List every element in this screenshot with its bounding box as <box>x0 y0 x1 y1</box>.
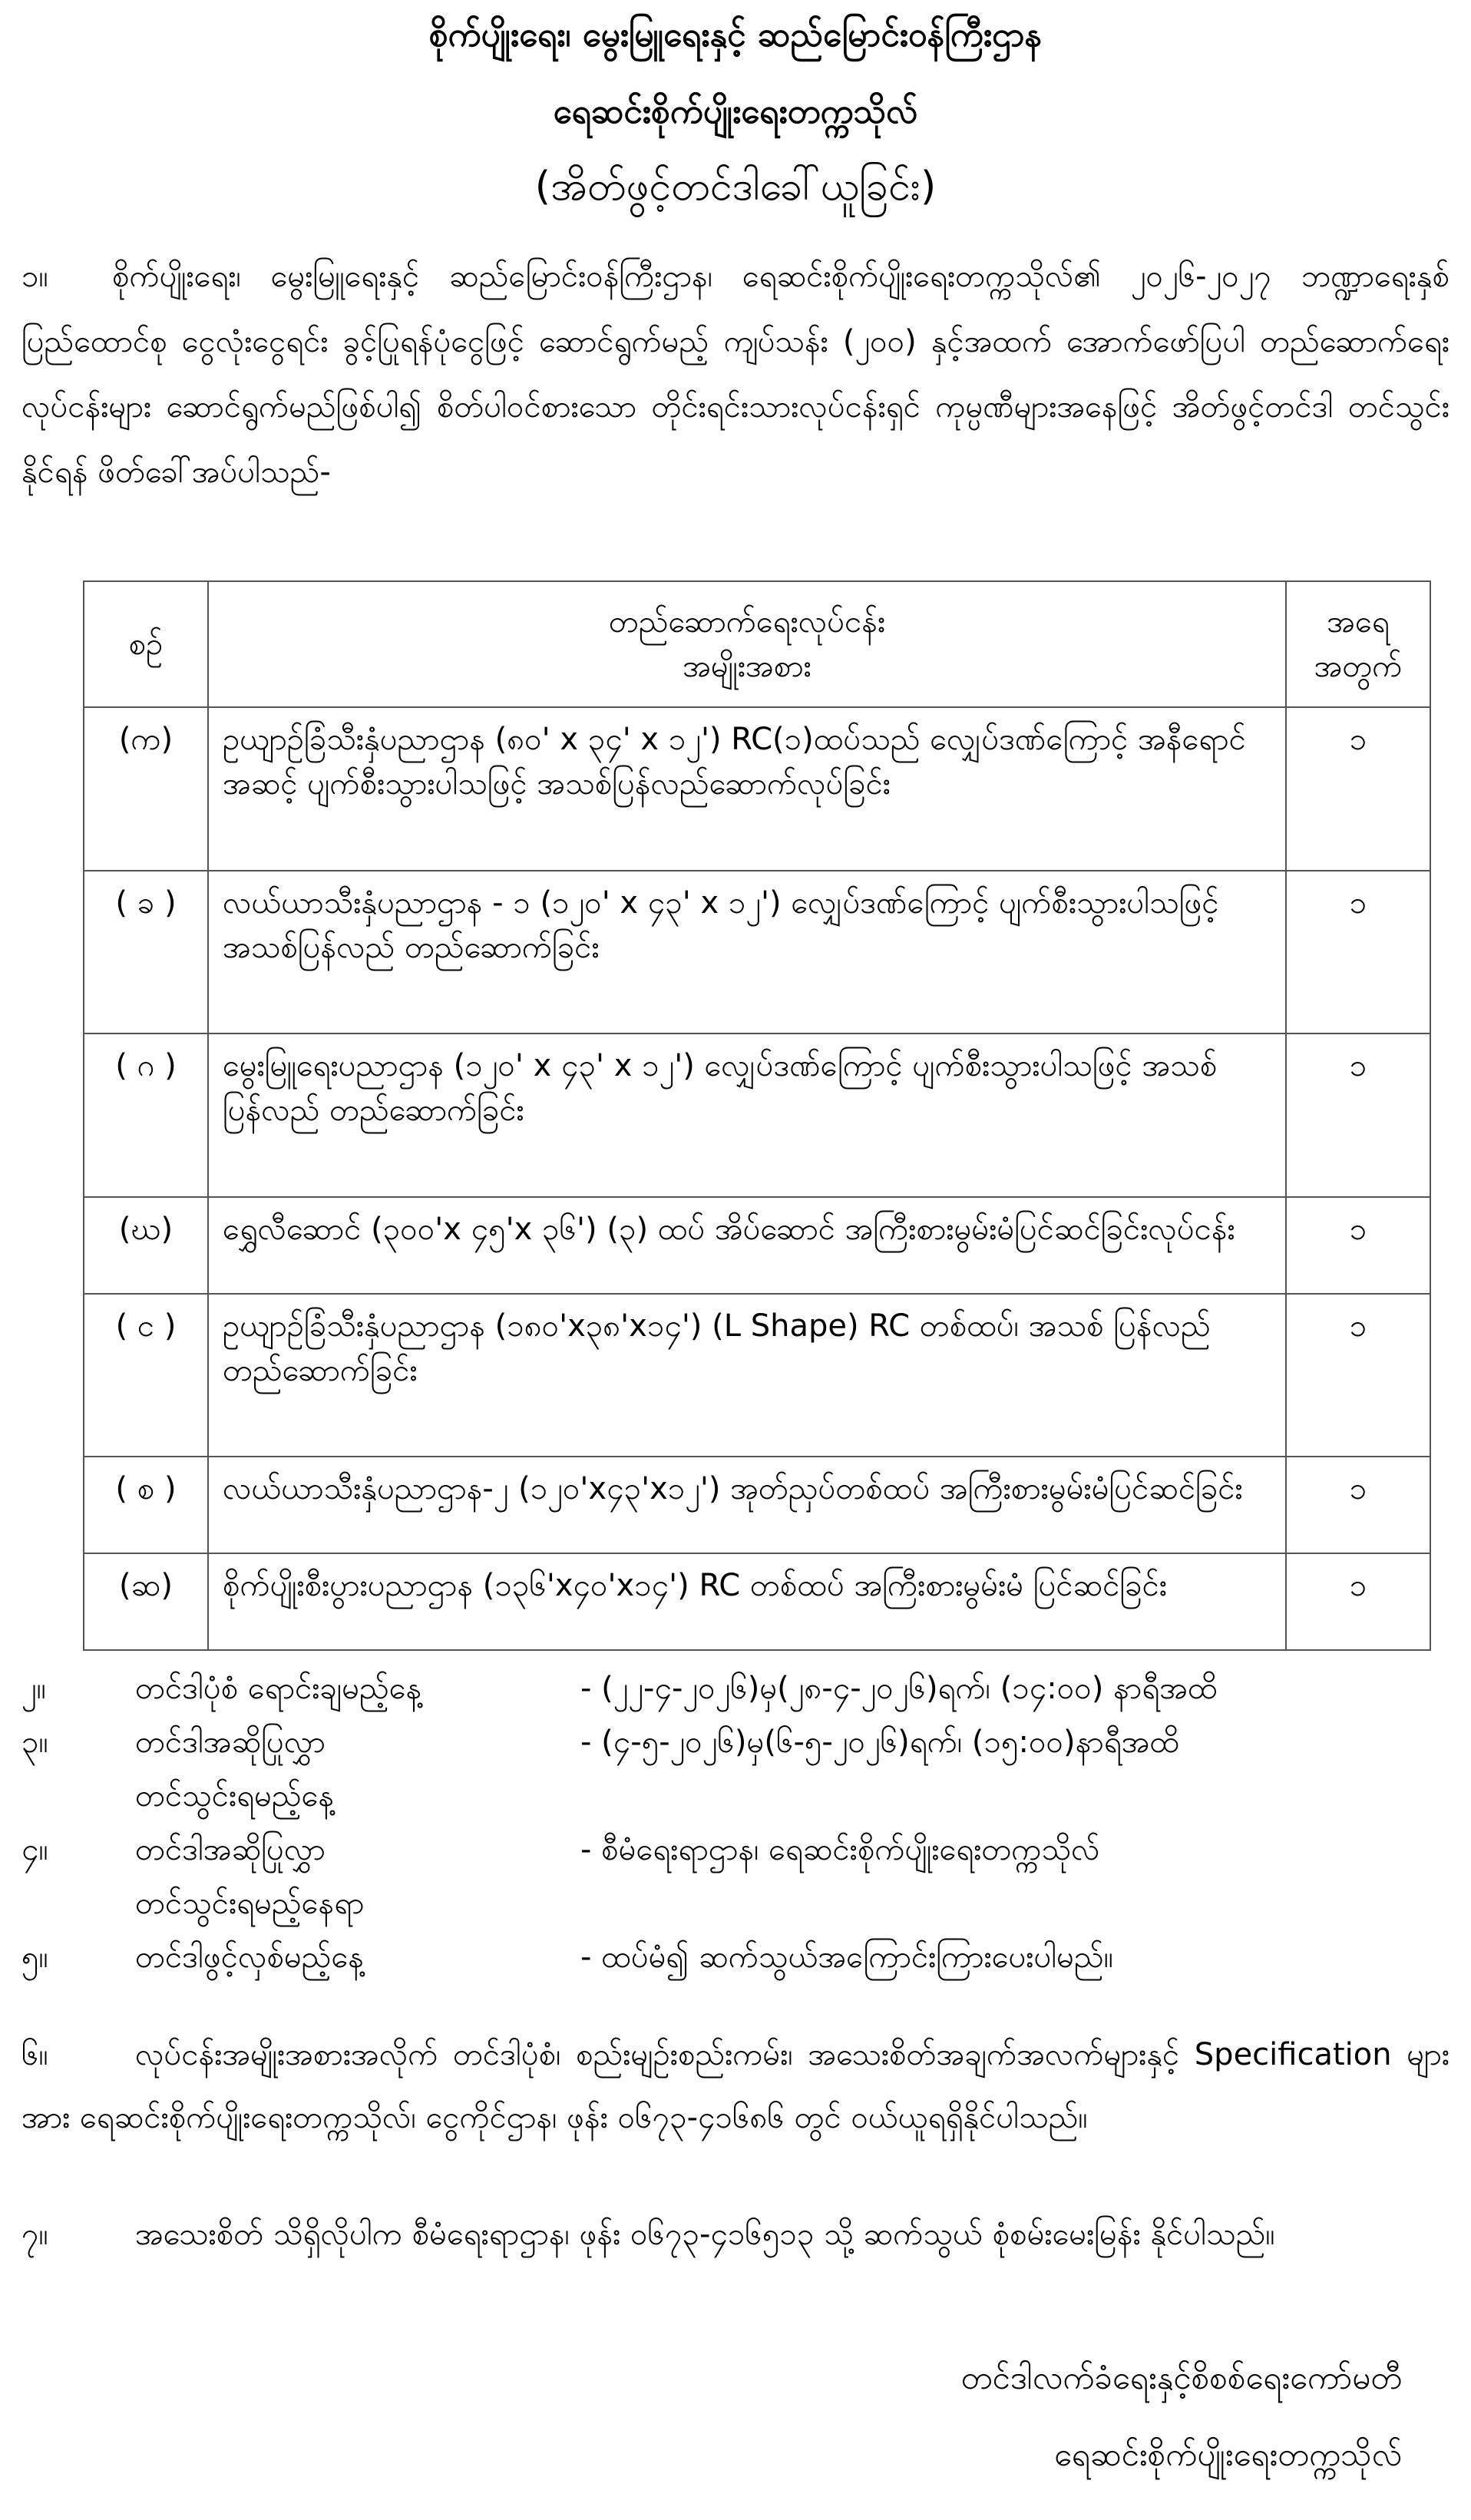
ministry-heading: စိုက်ပျိုးရေး၊ မွေးမြူရေးနှင့် ဆည်မြောင်းဝန်ကြီးဌာန <box>428 15 1043 55</box>
table-row <box>84 871 1430 1034</box>
schedule-value <box>580 1877 1450 1930</box>
schedule-number <box>21 1769 135 1823</box>
schedule-row-submission-date-cont <box>21 1769 1450 1823</box>
para7-number: ၇။ <box>21 2217 48 2252</box>
row-description: ရွှေလီဆောင် (၃၀၀'x ၄၅'x ၃၆') (၃) ထပ် အိပ်ဆောင် အကြီးစားမွမ်းမံပြင်ဆင်ခြင်းလုပ်ငန်း <box>208 1197 1286 1294</box>
table-row <box>84 1457 1430 1553</box>
schedule-label: တင်သွင်းရမည့်နေရာ <box>135 1886 365 1921</box>
para6-number: ၆။ <box>21 2037 48 2072</box>
table-row <box>84 1294 1430 1457</box>
header-description-line2: အမျိုးအစား <box>683 649 812 684</box>
row-number: (ဆ) <box>84 1553 208 1650</box>
para7-text: အသေးစိတ် သိရှိလိုပါက စီမံရေးရာဌာန၊ ဖုန်း ၀၆၇၃-၄၁၆၅၁၃ သို့ ဆက်သွယ် စုံစမ်းမေးမြန်း နိုင်ပါသည်။ <box>135 2217 1275 2252</box>
row-number: ( စ ) <box>84 1457 208 1553</box>
intro-paragraph <box>21 244 1450 505</box>
table-row <box>84 1553 1430 1650</box>
row-description: စိုက်ပျိုးစီးပွားပညာဌာန (၁၃၆'x၄၀'x၁၄') RC တစ်ထပ် အကြီးစားမွမ်းမံ ပြင်ဆင်ခြင်း <box>208 1553 1286 1650</box>
schedule-row-submission-date <box>21 1715 1450 1769</box>
row-quantity: ၁ <box>1286 1197 1430 1294</box>
row-number: ( ဂ ) <box>84 1033 208 1197</box>
table-row <box>84 1033 1430 1197</box>
schedule-value <box>580 1769 1450 1823</box>
schedule-label: တင်ဒါအဆိုပြုလွှာ <box>135 1725 326 1760</box>
row-number: ( ခ ) <box>84 871 208 1034</box>
schedule-label: တင်သွင်းရမည့်နေ့ <box>135 1778 335 1814</box>
row-quantity: ၁ <box>1286 1457 1430 1553</box>
row-number: (က) <box>84 707 208 871</box>
row-number: (ဃ) <box>84 1197 208 1294</box>
tender-schedule <box>21 1662 1450 1984</box>
university-signature: ရေဆင်းစိုက်ပျိုးရေးတက္ကသိုလ် <box>1053 2436 1402 2473</box>
schedule-value: - စီမံရေးရာဌာန၊ ရေဆင်းစိုက်ပျိုးရေးတက္ကသိုလ် <box>580 1832 1100 1867</box>
intro-number: ၁။ <box>21 259 48 294</box>
header-no: စဉ် <box>84 581 208 707</box>
header-quantity <box>1286 581 1430 707</box>
contact-info-paragraph <box>21 2204 1450 2265</box>
schedule-number: ၅။ <box>21 1940 48 1975</box>
purchase-info-paragraph <box>21 2023 1450 2149</box>
row-quantity: ၁ <box>1286 1553 1430 1650</box>
intro-text: စိုက်ပျိုးရေး၊ မွေးမြူရေးနှင့် ဆည်မြောင်းဝန်ကြီးဌာန၊ ရေဆင်းစိုက်ပျိုးရေးတက္ကသိုလ်၏ ၂၀၂၆-၂၀၂၇ ဘဏ္ဍာရေးနှစ် ပြည်ထောင်စု ငွေလုံးငွေရင်း ခွင့်ပြုရန်ပုံငွေဖြင့် ဆောင်ရွက်မည့် ကျပ်သန်း (၂၀၀) နှင့်အထက် အောက်ဖော်ပြပါ တည်ဆောက်ရေးလုပ်ငန်းများ ဆောင်ရွက်မည်ဖြစ်ပါ၍ စိတ်ပါဝင်စားသော တိုင်းရင်းသားလုပ်ငန်းရှင် ကုမ္ပဏီများအနေဖြင့် အိတ်ဖွင့်တင်ဒါ တင်သွင်းနိုင်ရန် ဖိတ်ခေါ်အပ်ပါသည်- <box>21 259 1450 490</box>
schedule-value: - ထပ်မံ၍ ဆက်သွယ်အကြောင်းကြားပေးပါမည်။ <box>580 1940 1113 1975</box>
row-description: လယ်ယာသီးနှံပညာဌာန - ၁ (၁၂၀' x ၄၃' x ၁၂') လျှေပ်ဒဏ်ကြောင့် ပျက်စီးသွားပါသဖြင့် အသစ်ပြန်လည် တည်ဆောက်ခြင်း <box>208 871 1286 1034</box>
para6-text: လုပ်ငန်းအမျိုးအစားအလိုက် တင်ဒါပုံစံ၊ စည်းမျဉ်းစည်းကမ်း၊ အသေးစိတ်အချက်အလက်များနှင့် Specification များအား ရေဆင်းစိုက်ပျိုးရေးတက္ကသိုလ်၊ ငွေကိုင်ဌာန၊ ဖုန်း ၀၆၇၃-၄၁၆၈၆ တွင် ဝယ်ယူရရှိနိုင်ပါသည်။ <box>21 2037 1450 2135</box>
header-description-line1: တည်ဆောက်ရေးလုပ်ငန်း <box>608 604 886 640</box>
construction-works-table <box>83 580 1431 1651</box>
schedule-number: ၄။ <box>21 1832 48 1867</box>
row-description: ဥယျာဉ်ခြံသီးနှံပညာဌာန (၈၀' x ၃၄' x ၁၂') RC(၁)ထပ်သည် လျှေပ်ဒဏ်ကြောင့် အနီရောင်အဆင့် ပျက်စီးသွားပါသဖြင့် အသစ်ပြန်လည်ဆောက်လုပ်ခြင်း <box>208 707 1286 871</box>
schedule-row-sale-date <box>21 1662 1450 1715</box>
row-quantity: ၁ <box>1286 1033 1430 1197</box>
table-row <box>84 707 1430 871</box>
schedule-row-opening-date <box>21 1930 1450 1984</box>
row-description: မွေးမြူရေးပညာဌာန (၁၂၀' x ၄၃' x ၁၂') လျှေပ်ဒဏ်ကြောင့် ပျက်စီးသွားပါသဖြင့် အသစ်ပြန်လည် တည်ဆောက်ခြင်း <box>208 1033 1286 1197</box>
row-description: လယ်ယာသီးနှံပညာဌာန-၂ (၁၂၀'x၄၃'x၁၂') အုတ်ညှပ်တစ်ထပ် အကြီးစားမွမ်းမံပြင်ဆင်ခြင်း <box>208 1457 1286 1553</box>
header-quantity-line2: အတွက် <box>1314 649 1403 684</box>
committee-signature: တင်ဒါလက်ခံရေးနှင့်စိစစ်ရေးကော်မတီ <box>960 2359 1402 2396</box>
schedule-number: ၃။ <box>21 1725 48 1760</box>
header-quantity-line1: အရေ <box>1327 604 1390 640</box>
university-heading: ရေဆင်းစိုက်ပျိုးရေးတက္ကသိုလ် <box>553 92 918 131</box>
row-number: ( င ) <box>84 1294 208 1457</box>
schedule-label: တင်ဒါပုံစံ ရောင်းချမည့်နေ့ <box>135 1671 422 1706</box>
schedule-row-submission-place-cont <box>21 1877 1450 1930</box>
row-quantity: ၁ <box>1286 1294 1430 1457</box>
table-header-row <box>84 581 1430 707</box>
schedule-number: ၂။ <box>21 1671 46 1706</box>
schedule-label: တင်ဒါအဆိုပြုလွှာ <box>135 1832 326 1867</box>
notice-title: (အိတ်ဖွင့်တင်ဒါခေါ်ယူခြင်း) <box>534 164 937 210</box>
schedule-label: တင်ဒါဖွင့်လှစ်မည့်နေ့ <box>135 1940 364 1975</box>
schedule-value: - (၄-၅-၂၀၂၆)မှ(၆-၅-၂၀၂၆)ရက်၊ (၁၅:၀၀)နာရီအထိ <box>580 1725 1180 1760</box>
schedule-number <box>21 1877 135 1930</box>
row-quantity: ၁ <box>1286 707 1430 871</box>
schedule-value: - (၂၂-၄-၂၀၂၆)မှ(၂၈-၄-၂၀၂၆)ရက်၊ (၁၄:၀၀) နာရီအထိ <box>580 1671 1218 1706</box>
row-quantity: ၁ <box>1286 871 1430 1034</box>
schedule-row-submission-place <box>21 1823 1450 1877</box>
row-description: ဥယျာဉ်ခြံသီးနှံပညာဌာန (၁၈၀'x၃၈'x၁၄') (L Shape) RC တစ်ထပ်၊ အသစ် ပြန်လည် တည်ဆောက်ခြင်း <box>208 1294 1286 1457</box>
header-description <box>208 581 1286 707</box>
table-row <box>84 1197 1430 1294</box>
